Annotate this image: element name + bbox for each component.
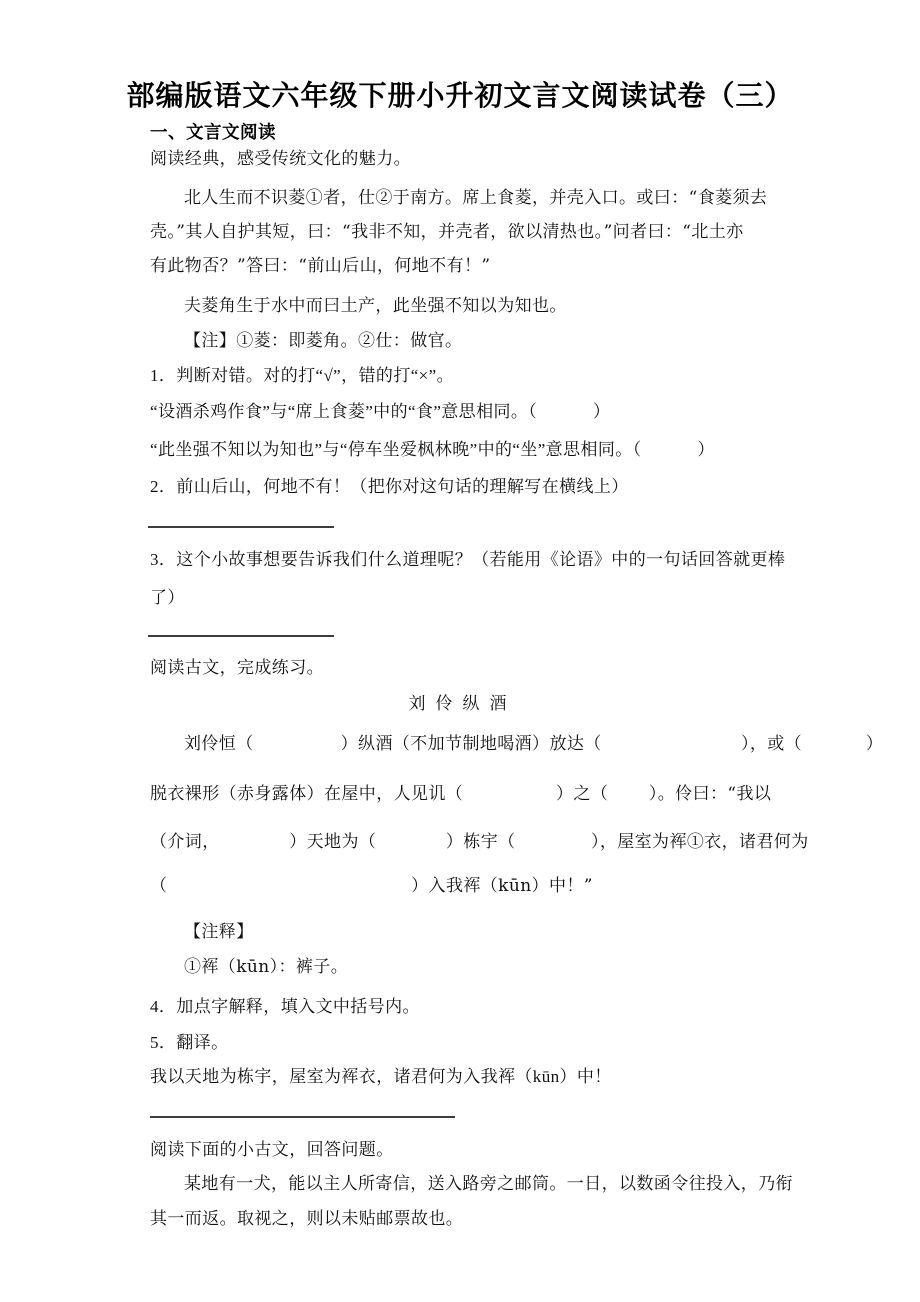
passage2-line-2: 脱衣裸形（赤身露体）在屋中，人见讥（ ）之（ ）。伶曰：“我以 xyxy=(150,784,772,804)
passage3-line-2: 其一而返。取视之，则以未贴邮票故也。 xyxy=(150,1209,464,1229)
question-5-sentence: 我以天地为栋宇，屋室为裈衣，诸君何为入我裈（kūn）中！ xyxy=(150,1067,612,1086)
question-1-stem: 1．判断对错。对的打“√”，错的打“×”。 xyxy=(150,366,454,385)
passage3-line-1: 某地有一犬，能以主人所寄信，送入路旁之邮筒。一日，以数函令往投入，乃衔 xyxy=(184,1174,793,1194)
passage2-note-heading: 【注释】 xyxy=(184,922,254,942)
passage2-line-4: （ ）入我裈（kūn）中！” xyxy=(150,876,593,896)
question-1-item-2: “此坐强不知以为知也”与“停车坐爱枫林晚”中的“坐”意思相同。（ ） xyxy=(150,440,715,459)
question-5-stem: 5．翻译。 xyxy=(150,1033,229,1052)
intro-text: 阅读经典，感受传统文化的魅力。 xyxy=(150,149,411,168)
question-2-stem: 2．前山后山，何地不有！（把你对这句话的理解写在横线上） xyxy=(150,477,629,496)
passage3-intro: 阅读下面的小古文，回答问题。 xyxy=(150,1140,394,1159)
passage2-title: 刘伶纵酒 xyxy=(408,694,517,714)
question-3-stem-line-1: 3．这个小故事想要告诉我们什么道理呢？（若能用《论语》中的一句话回答就更棒 xyxy=(150,550,786,569)
passage1-line-1: 北人生而不识菱①者，仕②于南方。席上食菱，并壳入口。或曰：“食菱须去 xyxy=(184,188,768,208)
answer-blank-line-3 xyxy=(150,1116,455,1118)
answer-blank-line-1 xyxy=(148,526,334,528)
answer-blank-line-2 xyxy=(148,635,334,637)
question-1-item-1: “设酒杀鸡作食”与“席上食菱”中的“食”意思相同。（ ） xyxy=(150,402,611,421)
passage1-line-3: 有此物否？”答曰：“前山后山，何地不有！” xyxy=(150,256,491,276)
passage2-intro: 阅读古文，完成练习。 xyxy=(150,658,324,677)
passage1-line-2: 壳。”其人自护其短，曰：“我非不知，并壳者，欲以清热也。”问者曰：“北土亦 xyxy=(150,222,744,242)
section-heading: 一、文言文阅读 xyxy=(150,122,276,142)
passage2-line-1: 刘伶恒（ ）纵酒（不加节制地喝酒）放达（ ），或（ ） xyxy=(184,734,884,754)
doc-title: 部编版语文六年级下册小升初文言文阅读试卷（三） xyxy=(126,80,794,111)
question-3-stem-line-2: 了） xyxy=(150,588,185,607)
passage2-line-3: （介词， ）天地为（ ）栋宇（ ），屋室为裈①衣，诸君何为 xyxy=(150,832,809,852)
question-4-stem: 4．加点字解释，填入文中括号内。 xyxy=(150,997,420,1016)
passage2-note-1: ①裈（kūn）：裤子。 xyxy=(184,957,349,977)
passage1-note: 【注】①菱：即菱角。②仕：做官。 xyxy=(184,331,463,351)
passage1-conclusion: 夫菱角生于水中而曰土产，此坐强不知以为知也。 xyxy=(184,296,567,316)
